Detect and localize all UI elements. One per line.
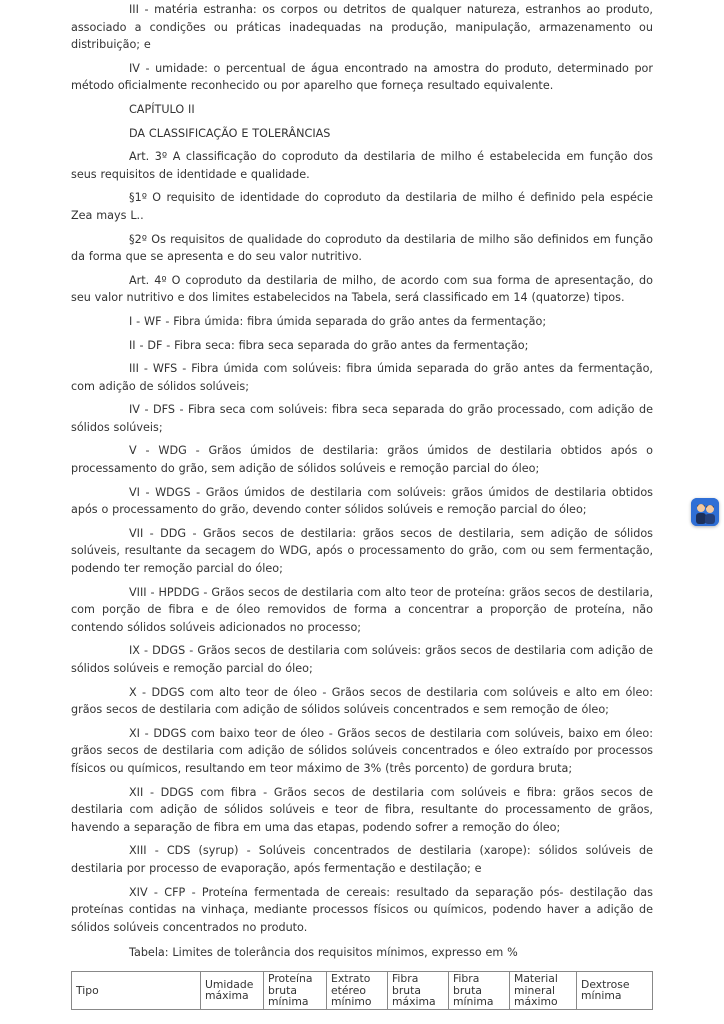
list-item-type-xii: XII - DDGS com fibra - Grãos secos de destilaria com solúveis e fibra: grãos secos de destilaria com adição de sólidos solúveis e teor de fibra, resultante do processamento de grãos, havendo a separação de fibra em uma das etapas, podendo sofrer a remoção do óleo; (71, 785, 653, 834)
paragraph-materia-estranha: III - matéria estranha: os corpos ou detritos de qualquer natureza, estranhos ao produto, associado a condições ou práticas inadequadas na produção, manipulação, armazenamento ou distribuição; e (71, 3, 653, 52)
table-header-cell: Material mineral máximo (510, 972, 577, 1010)
paragraph-par-2: §2º Os requisitos de qualidade do coproduto da destilaria de milho são definidos em função da forma que se apresenta e do seu valor nutritivo. (71, 232, 653, 264)
paragraph-art-4: Art. 4º O coproduto da destilaria de milho, de acordo com sua forma de apresentação, do seu valor nutritivo e dos limites estabelecidos na Tabela, será classificado em 14 (quatorze) tipos. (71, 273, 653, 305)
list-item-type-i: I - WF - Fibra úmida: fibra úmida separada do grão antes da fermentação; (129, 314, 547, 328)
list-item-type-iii: III - WFS - Fibra úmida com solúveis: fibra úmida separada do grão antes da fermentação, com adição de sólidos solúveis; (71, 362, 653, 393)
list-item-type-viii: VIII - HPDDG - Grãos secos de destilaria com alto teor de proteína: grãos secos de destilaria, com porção de fibra e de óleo removidos de forma a concentrar a proporção de proteína, não contendo sólidos solúveis adicionados no processo; (71, 585, 653, 634)
list-item-type-x: X - DDGS com alto teor de óleo - Grãos secos de destilaria com solúveis e alto em óleo: grãos secos de destilaria com adição de sólidos solúveis concentrados e sem remoção de óleo; (71, 685, 653, 717)
chapter-title: DA CLASSIFICAÇÃO E TOLERÂNCIAS (129, 126, 331, 140)
list-item-type-xiv: XIV - CFP - Proteína fermentada de cereais: resultado da separação pós- destilação das proteínas contidas na vinhaça, mediante processos físicos ou químicos, podendo haver a adição de sólidos solúveis concentrados no produto. (71, 885, 653, 934)
table-header-cell: Tipo (72, 972, 201, 1010)
paragraph-art-3: Art. 3º A classificação do coproduto da destilaria de milho é estabelecida em função dos seus requisitos de identidade e qualidade. (71, 150, 653, 181)
list-item-type-ii: II - DF - Fibra seca: fibra seca separada do grão antes da fermentação; (129, 338, 529, 352)
table-header-cell: Proteína bruta mínima (264, 972, 327, 1010)
table-header-cell: Dextrose mínima (577, 972, 653, 1010)
list-item-type-xiii: XIII - CDS (syrup) - Solúveis concentrados de destilaria (xarope): sólidos solúveis de destilaria por processo de evaporação, após fermentação e destilação; e (71, 844, 653, 875)
list-item-type-ix: IX - DDGS - Grãos secos de destilaria com solúveis: grãos secos de destilaria com adição de sólidos solúveis e remoção parcial do óleo; (71, 644, 653, 675)
list-item-type-xi: XI - DDGS com baixo teor de óleo - Grãos secos de destilaria com solúveis, baixo em óleo: grãos secos de destilaria com adição de sólidos solúveis concentrados e óleo extraído por processos físicos ou químicos, resultando em teor máximo de 3% (três porcento) de gordura bruta; (71, 726, 653, 775)
table-header-cell: Fibra bruta mínima (449, 972, 510, 1010)
accessibility-avatar-button[interactable] (691, 498, 719, 526)
table-header-cell: Umidade máxima (201, 972, 264, 1010)
table-header-cell: Extrato etéreo mínimo (327, 972, 388, 1010)
document-body (71, 0, 653, 962)
chapter-heading: CAPÍTULO II (129, 102, 195, 116)
list-item-type-v: V - WDG - Grãos úmidos de destilaria: grãos úmidos de destilaria obtidos após o processamento do grão, sem adição de sólidos solúveis e remoção parcial do óleo; (71, 444, 653, 476)
paragraph-umidade: IV - umidade: o percentual de água encontrado na amostra do produto, determinado por método oficialmente reconhecido ou por aparelho que forneça resultado equivalente. (71, 61, 653, 93)
table-caption: Tabela: Limites de tolerância dos requisitos mínimos, expresso em % (129, 946, 518, 960)
list-item-type-vii: VII - DDG - Grãos secos de destilaria: grãos secos de destilaria, sem adição de sólidos solúveis, resultante da secagem do WDG, após o processamento do grão, com ou sem fermentação, podendo ter remoção parcial do óleo; (71, 526, 653, 576)
table-header-cell: Fibra bruta máxima (388, 972, 449, 1010)
tolerance-table (71, 971, 653, 1010)
accessibility-avatar-icon (691, 498, 719, 526)
table-header-row (72, 972, 653, 1010)
list-item-type-iv: IV - DFS - Fibra seca com solúveis: fibra seca separada do grão processado, com adição de sólidos solúveis; (71, 403, 653, 434)
paragraph-par-1: §1º O requisito de identidade do coproduto da destilaria de milho é definido pela espécie Zea mays L.. (71, 191, 653, 222)
list-item-type-vi: VI - WDGS - Grãos úmidos de destilaria com solúveis: grãos úmidos de destilaria obtidos após o processamento do grão, devendo conter sólidos solúveis e remoção parcial do óleo; (71, 485, 653, 517)
